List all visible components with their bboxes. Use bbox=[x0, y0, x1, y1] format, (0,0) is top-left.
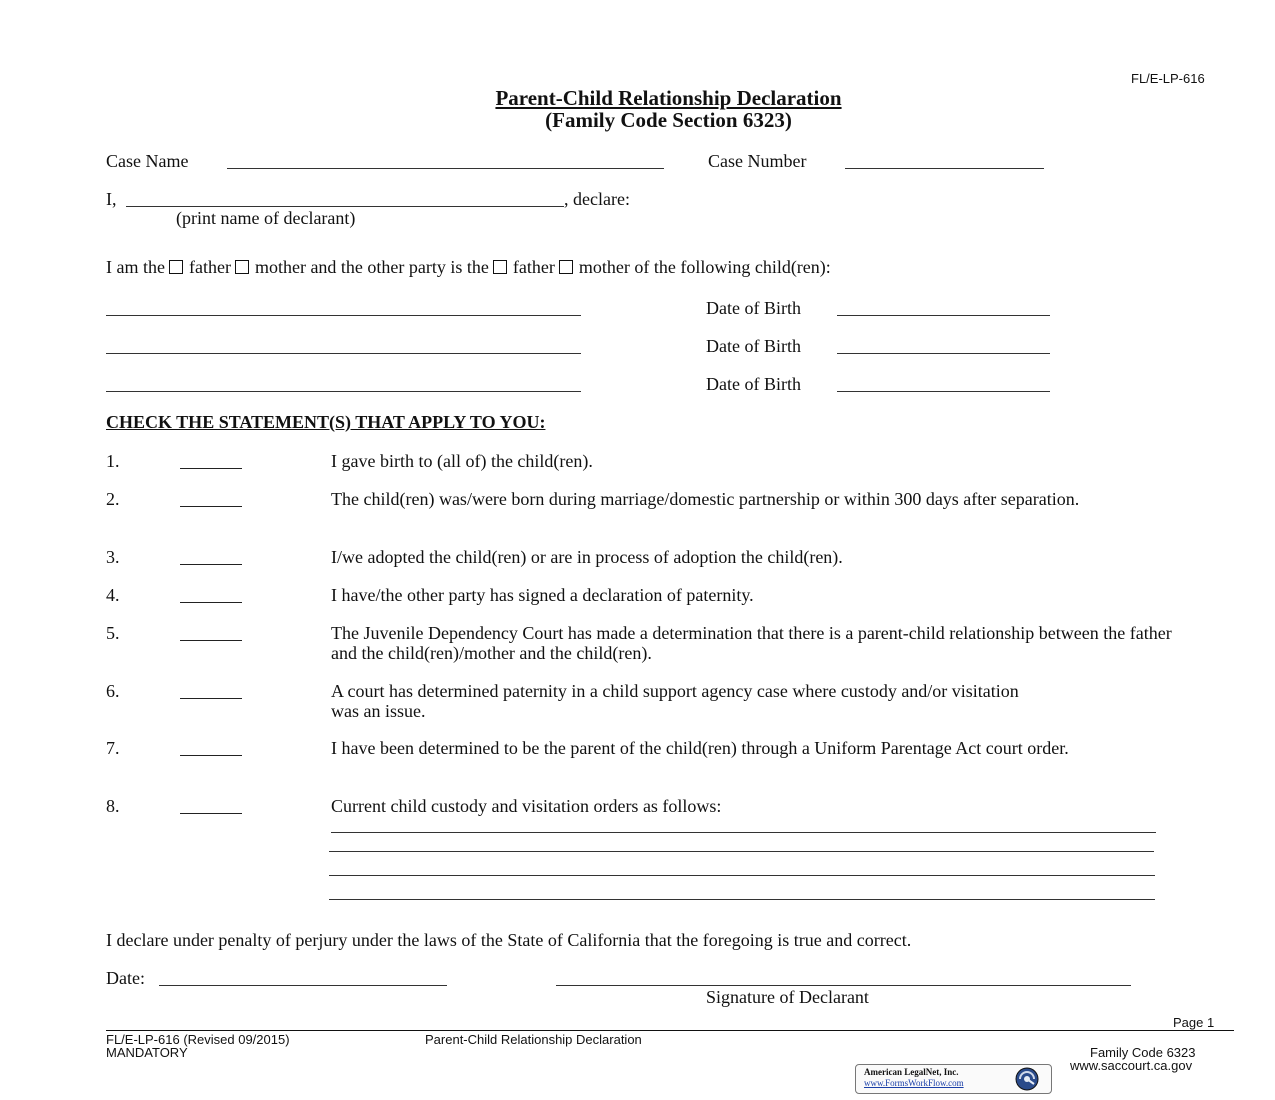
declarant-suffix: , declare: bbox=[564, 189, 630, 209]
signature-field[interactable] bbox=[556, 985, 1131, 986]
other-father-checkbox[interactable] bbox=[493, 260, 507, 274]
case-name-field[interactable] bbox=[227, 168, 664, 169]
page-number: Page 1 bbox=[1173, 1015, 1215, 1030]
statement-number: 6. bbox=[106, 681, 120, 701]
dob-field-3[interactable] bbox=[837, 391, 1050, 392]
statement-number: 8. bbox=[106, 796, 120, 816]
child-name-field-1[interactable] bbox=[106, 315, 581, 316]
statement-check-5[interactable] bbox=[180, 640, 242, 641]
dob-label-1: Date of Birth bbox=[706, 298, 801, 318]
page-subtitle: (Family Code Section 6323) bbox=[545, 108, 792, 132]
globe-icon bbox=[1014, 1066, 1040, 1092]
footer-divider bbox=[106, 1030, 1234, 1031]
statement-text: The child(ren) was/were born during marriage/domestic partnership or within 300 days after separation. bbox=[331, 489, 1080, 509]
dob-field-2[interactable] bbox=[837, 353, 1050, 354]
statement-number: 1. bbox=[106, 451, 120, 471]
declarant-name-field[interactable] bbox=[126, 206, 564, 207]
date-field[interactable] bbox=[159, 985, 447, 986]
dob-label-2: Date of Birth bbox=[706, 336, 801, 356]
case-name-label: Case Name bbox=[106, 151, 189, 171]
footer-family-code: Family Code 6323 bbox=[1090, 1045, 1196, 1060]
father-checkbox[interactable] bbox=[169, 260, 183, 274]
statement-text: I gave birth to (all of) the child(ren). bbox=[331, 451, 593, 471]
custody-orders-line-4[interactable] bbox=[329, 899, 1155, 900]
case-number-label: Case Number bbox=[708, 151, 807, 171]
relationship-intro: I am the bbox=[106, 257, 165, 277]
check-heading: CHECK THE STATEMENT(S) THAT APPLY TO YOU: bbox=[106, 412, 546, 432]
statement-text: A court has determined paternity in a child support agency case where custody and/or visitation was an issue. bbox=[331, 681, 1019, 721]
form-id-top: FL/E-LP-616 bbox=[1131, 71, 1205, 86]
date-label: Date: bbox=[106, 968, 145, 988]
statement-number: 3. bbox=[106, 547, 120, 567]
statement-check-3[interactable] bbox=[180, 564, 242, 565]
custody-orders-line-2[interactable] bbox=[329, 851, 1154, 852]
statement-number: 4. bbox=[106, 585, 120, 605]
logo-url[interactable]: www.FormsWorkFlow.com bbox=[864, 1078, 964, 1088]
case-number-field[interactable] bbox=[845, 168, 1044, 169]
american-legalnet-logo[interactable] bbox=[855, 1064, 1052, 1094]
custody-orders-line-3[interactable] bbox=[329, 875, 1155, 876]
footer-mandatory: MANDATORY bbox=[106, 1045, 188, 1060]
statement-number: 7. bbox=[106, 738, 120, 758]
statement-text: The Juvenile Dependency Court has made a determination that there is a parent-child relationship between the father and the child(ren)/mother and the child(ren). bbox=[331, 623, 1172, 663]
mother-checkbox[interactable] bbox=[235, 260, 249, 274]
declarant-caption: (print name of declarant) bbox=[176, 208, 356, 228]
statement-number: 2. bbox=[106, 489, 120, 509]
other-mother-checkbox[interactable] bbox=[559, 260, 573, 274]
perjury-statement: I declare under penalty of perjury under the laws of the State of California that the foregoing is true and correct. bbox=[106, 930, 912, 950]
statement-check-2[interactable] bbox=[180, 506, 242, 507]
statement-check-4[interactable] bbox=[180, 602, 242, 603]
declarant-prefix: I, bbox=[106, 189, 117, 209]
signature-label: Signature of Declarant bbox=[706, 987, 869, 1007]
footer-website: www.saccourt.ca.gov bbox=[1070, 1058, 1193, 1073]
statement-check-6[interactable] bbox=[180, 698, 242, 699]
page-title: Parent-Child Relationship Declaration bbox=[495, 86, 842, 110]
footer-form-title: Parent-Child Relationship Declaration bbox=[425, 1032, 642, 1047]
statement-check-1[interactable] bbox=[180, 468, 242, 469]
dob-label-3: Date of Birth bbox=[706, 374, 801, 394]
statement-text: I have/the other party has signed a declaration of paternity. bbox=[331, 585, 754, 605]
statement-check-8[interactable] bbox=[180, 813, 242, 814]
father-label: father bbox=[188, 257, 231, 277]
other-mother-label: mother of the following child(ren): bbox=[578, 257, 831, 277]
other-father-label: father bbox=[512, 257, 555, 277]
footer-form-revision: FL/E-LP-616 (Revised 09/2015) bbox=[106, 1032, 290, 1047]
logo-company-name: American LegalNet, Inc. bbox=[864, 1067, 959, 1077]
statement-text: I/we adopted the child(ren) or are in process of adoption the child(ren). bbox=[331, 547, 843, 567]
statement-text: I have been determined to be the parent of the child(ren) through a Uniform Parentage Act court order. bbox=[331, 738, 1069, 758]
child-name-field-3[interactable] bbox=[106, 391, 581, 392]
statement-check-7[interactable] bbox=[180, 755, 242, 756]
mother-label: mother and the other party is the bbox=[254, 257, 489, 277]
child-name-field-2[interactable] bbox=[106, 353, 581, 354]
relationship-line bbox=[106, 257, 831, 278]
dob-field-1[interactable] bbox=[837, 315, 1050, 316]
custody-orders-line-1[interactable] bbox=[331, 832, 1156, 833]
statement-text: Current child custody and visitation orders as follows: bbox=[331, 796, 722, 816]
statement-number: 5. bbox=[106, 623, 120, 643]
